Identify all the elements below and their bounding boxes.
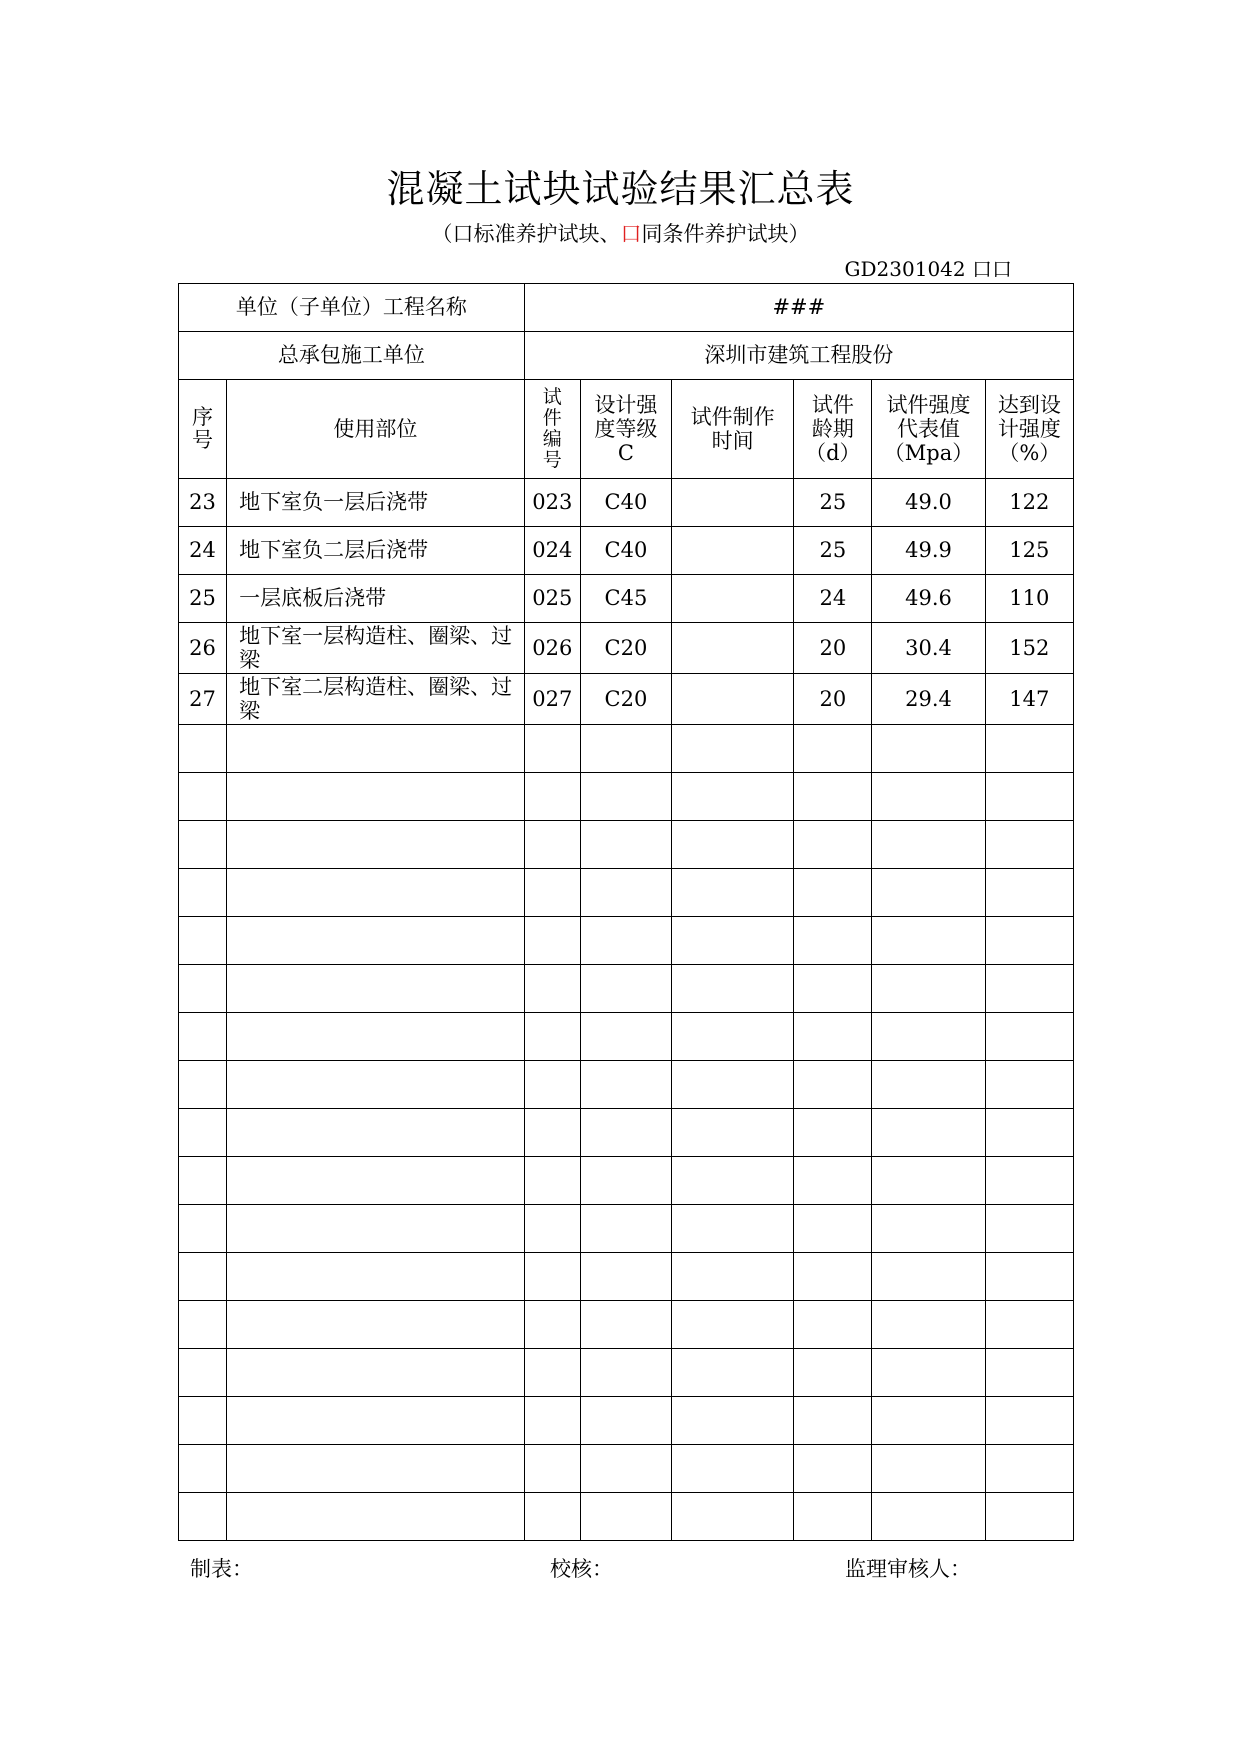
col-header-made-time-line2: 时间 bbox=[711, 429, 754, 453]
cell-age-empty[interactable] bbox=[794, 725, 872, 773]
cell-seq: 27 bbox=[179, 674, 227, 725]
cell-grade-empty[interactable] bbox=[580, 1349, 671, 1397]
col-header-made-time-line1: 试件制作 bbox=[690, 404, 775, 429]
cell-ratio-empty[interactable] bbox=[985, 1205, 1073, 1253]
cell-seq-empty[interactable] bbox=[179, 1061, 227, 1109]
col-header-ratio-line1: 达到设 bbox=[997, 392, 1061, 417]
cell-grade-empty[interactable] bbox=[580, 1013, 671, 1061]
standard-curing-label: 标准养护试块、 bbox=[473, 222, 621, 246]
cell-age: 25 bbox=[794, 527, 872, 575]
cell-age: 20 bbox=[794, 674, 872, 725]
cell-specimen-no-empty[interactable] bbox=[524, 917, 580, 965]
cell-seq: 26 bbox=[179, 623, 227, 674]
col-header-grade-line1: 设计强 bbox=[594, 392, 658, 417]
cell-age-empty[interactable] bbox=[794, 1301, 872, 1349]
cell-made-time-empty[interactable] bbox=[672, 1061, 794, 1109]
empty-table-row bbox=[179, 1157, 1074, 1205]
cell-grade: C40 bbox=[580, 479, 671, 527]
cell-seq: 25 bbox=[179, 575, 227, 623]
cell-made-time-empty[interactable] bbox=[672, 869, 794, 917]
cell-ratio-empty[interactable] bbox=[985, 1301, 1073, 1349]
cell-made-time[interactable] bbox=[672, 479, 794, 527]
cell-made-time[interactable] bbox=[672, 674, 794, 725]
cell-specimen-no-empty[interactable] bbox=[524, 1157, 580, 1205]
cell-ratio-empty[interactable] bbox=[985, 1493, 1073, 1541]
cell-ratio-empty[interactable] bbox=[985, 965, 1073, 1013]
cell-specimen-no-empty[interactable] bbox=[524, 1013, 580, 1061]
cell-age-empty[interactable] bbox=[794, 1205, 872, 1253]
cell-location-empty[interactable] bbox=[227, 1253, 525, 1301]
cell-location-empty[interactable] bbox=[227, 1157, 525, 1205]
cell-strength: 49.9 bbox=[872, 527, 985, 575]
empty-table-row bbox=[179, 725, 1074, 773]
cell-age-empty[interactable] bbox=[794, 1253, 872, 1301]
col-header-seq bbox=[179, 380, 227, 479]
cell-strength-empty[interactable] bbox=[872, 917, 985, 965]
cell-age-empty[interactable] bbox=[794, 773, 872, 821]
cell-location-empty[interactable] bbox=[227, 1013, 525, 1061]
cell-strength-empty[interactable] bbox=[872, 1061, 985, 1109]
cell-strength-empty[interactable] bbox=[872, 869, 985, 917]
col-header-age-line2: 龄期 bbox=[811, 416, 854, 441]
table-row bbox=[179, 674, 1074, 725]
col-header-specimen-no bbox=[524, 380, 580, 479]
empty-table-row bbox=[179, 1205, 1074, 1253]
project-name-value[interactable]: ### bbox=[524, 284, 1073, 332]
cell-made-time-empty[interactable] bbox=[672, 821, 794, 869]
cell-seq-empty[interactable] bbox=[179, 1445, 227, 1493]
cell-made-time-empty[interactable] bbox=[672, 1253, 794, 1301]
cell-grade-empty[interactable] bbox=[580, 1061, 671, 1109]
cell-made-time-empty[interactable] bbox=[672, 1301, 794, 1349]
cell-grade-empty[interactable] bbox=[580, 1109, 671, 1157]
prepared-by-label: 制表： bbox=[190, 1557, 253, 1581]
cell-ratio: 147 bbox=[985, 674, 1073, 725]
empty-table-row bbox=[179, 1349, 1074, 1397]
cell-seq-empty[interactable] bbox=[179, 1301, 227, 1349]
cell-strength-empty[interactable] bbox=[872, 725, 985, 773]
cell-specimen-no-empty[interactable] bbox=[524, 1301, 580, 1349]
cell-made-time-empty[interactable] bbox=[672, 1493, 794, 1541]
page-subtitle bbox=[0, 218, 1241, 248]
cell-seq: 24 bbox=[179, 527, 227, 575]
cell-made-time[interactable] bbox=[672, 623, 794, 674]
cell-grade-empty[interactable] bbox=[580, 725, 671, 773]
cell-strength-empty[interactable] bbox=[872, 1493, 985, 1541]
cell-location: 地下室二层构造柱、圈梁、过梁 bbox=[227, 674, 525, 725]
cell-age-empty[interactable] bbox=[794, 1349, 872, 1397]
cell-grade-empty[interactable] bbox=[580, 965, 671, 1013]
subtitle-open-paren: （ bbox=[431, 222, 453, 246]
cell-location-empty[interactable] bbox=[227, 1109, 525, 1157]
cell-strength-empty[interactable] bbox=[872, 965, 985, 1013]
cell-grade: C20 bbox=[580, 674, 671, 725]
cell-location: 地下室负二层后浇带 bbox=[227, 527, 525, 575]
cell-ratio: 125 bbox=[985, 527, 1073, 575]
cell-ratio-empty[interactable] bbox=[985, 1157, 1073, 1205]
cell-grade-empty[interactable] bbox=[580, 773, 671, 821]
cell-grade: C20 bbox=[580, 623, 671, 674]
col-header-grade bbox=[580, 380, 671, 479]
empty-table-row bbox=[179, 965, 1074, 1013]
empty-table-row bbox=[179, 1397, 1074, 1445]
contractor-value[interactable]: 深圳市建筑工程股份 bbox=[524, 332, 1073, 380]
cell-ratio-empty[interactable] bbox=[985, 1109, 1073, 1157]
cell-seq-empty[interactable] bbox=[179, 725, 227, 773]
results-table bbox=[178, 283, 1074, 1541]
cell-ratio-empty[interactable] bbox=[985, 821, 1073, 869]
column-header-row bbox=[179, 380, 1074, 479]
cell-seq-empty[interactable] bbox=[179, 1013, 227, 1061]
cell-made-time[interactable] bbox=[672, 575, 794, 623]
cell-ratio-empty[interactable] bbox=[985, 1013, 1073, 1061]
cell-strength-empty[interactable] bbox=[872, 821, 985, 869]
table-row bbox=[179, 623, 1074, 674]
cell-location-empty[interactable] bbox=[227, 1445, 525, 1493]
cell-strength-empty[interactable] bbox=[872, 1013, 985, 1061]
cell-location-empty[interactable] bbox=[227, 821, 525, 869]
table-row bbox=[179, 479, 1074, 527]
same-condition-checkbox[interactable]: 口 bbox=[620, 222, 642, 246]
cell-made-time-empty[interactable] bbox=[672, 1349, 794, 1397]
cell-location-empty[interactable] bbox=[227, 1205, 525, 1253]
col-header-ratio-line3: （%） bbox=[998, 441, 1061, 466]
cell-specimen-no: 026 bbox=[524, 623, 580, 674]
empty-table-row bbox=[179, 1445, 1074, 1493]
cell-age-empty[interactable] bbox=[794, 1109, 872, 1157]
cell-location-empty[interactable] bbox=[227, 1493, 525, 1541]
col-header-strength bbox=[872, 380, 985, 479]
cell-strength-empty[interactable] bbox=[872, 1205, 985, 1253]
cell-specimen-no-empty[interactable] bbox=[524, 1445, 580, 1493]
cell-seq-empty[interactable] bbox=[179, 821, 227, 869]
cell-grade-empty[interactable] bbox=[580, 1253, 671, 1301]
empty-table-row bbox=[179, 1061, 1074, 1109]
cell-ratio-empty[interactable] bbox=[985, 1397, 1073, 1445]
cell-ratio-empty[interactable] bbox=[985, 1061, 1073, 1109]
col-header-age-line3: （d） bbox=[805, 441, 861, 466]
cell-age: 20 bbox=[794, 623, 872, 674]
cell-ratio-empty[interactable] bbox=[985, 773, 1073, 821]
cell-made-time-empty[interactable] bbox=[672, 1013, 794, 1061]
cell-specimen-no-empty[interactable] bbox=[524, 965, 580, 1013]
cell-specimen-no-empty[interactable] bbox=[524, 1493, 580, 1541]
cell-location-empty[interactable] bbox=[227, 1397, 525, 1445]
cell-specimen-no-empty[interactable] bbox=[524, 821, 580, 869]
cell-specimen-no: 027 bbox=[524, 674, 580, 725]
cell-made-time-empty[interactable] bbox=[672, 1397, 794, 1445]
cell-age-empty[interactable] bbox=[794, 1493, 872, 1541]
same-condition-label: 同条件养护试块 bbox=[641, 222, 789, 246]
cell-ratio: 122 bbox=[985, 479, 1073, 527]
col-header-specimen-no-text: 试件编号 bbox=[542, 386, 562, 471]
cell-location-empty[interactable] bbox=[227, 917, 525, 965]
cell-seq-empty[interactable] bbox=[179, 1157, 227, 1205]
cell-location: 地下室负一层后浇带 bbox=[227, 479, 525, 527]
cell-age-empty[interactable] bbox=[794, 917, 872, 965]
cell-made-time-empty[interactable] bbox=[672, 1445, 794, 1493]
cell-seq-empty[interactable] bbox=[179, 917, 227, 965]
cell-location-empty[interactable] bbox=[227, 869, 525, 917]
cell-strength-empty[interactable] bbox=[872, 1253, 985, 1301]
cell-seq-empty[interactable] bbox=[179, 1397, 227, 1445]
table-row bbox=[179, 527, 1074, 575]
cell-strength: 49.6 bbox=[872, 575, 985, 623]
empty-table-row bbox=[179, 1493, 1074, 1541]
col-header-location: 使用部位 bbox=[227, 380, 525, 479]
cell-strength: 49.0 bbox=[872, 479, 985, 527]
cell-age: 24 bbox=[794, 575, 872, 623]
project-name-row bbox=[179, 284, 1074, 332]
cell-grade-empty[interactable] bbox=[580, 1397, 671, 1445]
cell-specimen-no-empty[interactable] bbox=[524, 1253, 580, 1301]
cell-seq-empty[interactable] bbox=[179, 1109, 227, 1157]
cell-made-time-empty[interactable] bbox=[672, 917, 794, 965]
cell-specimen-no-empty[interactable] bbox=[524, 1397, 580, 1445]
empty-table-row bbox=[179, 917, 1074, 965]
col-header-seq-text: 序号 bbox=[192, 404, 214, 452]
cell-made-time-empty[interactable] bbox=[672, 1109, 794, 1157]
empty-table-row bbox=[179, 1253, 1074, 1301]
cell-strength-empty[interactable] bbox=[872, 1397, 985, 1445]
col-header-age-line1: 试件 bbox=[811, 392, 854, 417]
cell-age-empty[interactable] bbox=[794, 1397, 872, 1445]
cell-grade-empty[interactable] bbox=[580, 1445, 671, 1493]
cell-made-time-empty[interactable] bbox=[672, 1157, 794, 1205]
cell-strength: 29.4 bbox=[872, 674, 985, 725]
cell-specimen-no-empty[interactable] bbox=[524, 1205, 580, 1253]
cell-specimen-no-empty[interactable] bbox=[524, 773, 580, 821]
cell-made-time-empty[interactable] bbox=[672, 1205, 794, 1253]
col-header-strength-line2: 代表值 bbox=[897, 416, 961, 441]
cell-made-time[interactable] bbox=[672, 527, 794, 575]
cell-grade: C40 bbox=[580, 527, 671, 575]
cell-location-empty[interactable] bbox=[227, 1349, 525, 1397]
cell-location: 地下室一层构造柱、圈梁、过梁 bbox=[227, 623, 525, 674]
checked-by-label: 校核： bbox=[550, 1557, 613, 1581]
cell-grade-empty[interactable] bbox=[580, 821, 671, 869]
cell-grade-empty[interactable] bbox=[580, 1157, 671, 1205]
cell-specimen-no-empty[interactable] bbox=[524, 1109, 580, 1157]
cell-age: 25 bbox=[794, 479, 872, 527]
cell-strength-empty[interactable] bbox=[872, 1445, 985, 1493]
empty-table-row bbox=[179, 821, 1074, 869]
cell-location-empty[interactable] bbox=[227, 773, 525, 821]
cell-ratio: 152 bbox=[985, 623, 1073, 674]
empty-table-row bbox=[179, 869, 1074, 917]
cell-age-empty[interactable] bbox=[794, 1013, 872, 1061]
cell-specimen-no-empty[interactable] bbox=[524, 1061, 580, 1109]
cell-seq-empty[interactable] bbox=[179, 1349, 227, 1397]
cell-age-empty[interactable] bbox=[794, 1061, 872, 1109]
empty-table-row bbox=[179, 1013, 1074, 1061]
col-header-ratio bbox=[985, 380, 1073, 479]
cell-ratio-empty[interactable] bbox=[985, 725, 1073, 773]
cell-seq-empty[interactable] bbox=[179, 1493, 227, 1541]
col-header-ratio-line2: 计强度 bbox=[997, 416, 1061, 441]
cell-strength-empty[interactable] bbox=[872, 1109, 985, 1157]
cell-strength-empty[interactable] bbox=[872, 1157, 985, 1205]
cell-specimen-no: 024 bbox=[524, 527, 580, 575]
cell-age-empty[interactable] bbox=[794, 869, 872, 917]
cell-grade-empty[interactable] bbox=[580, 1205, 671, 1253]
cell-seq-empty[interactable] bbox=[179, 773, 227, 821]
contractor-label: 总承包施工单位 bbox=[179, 332, 525, 380]
cell-ratio-empty[interactable] bbox=[985, 1253, 1073, 1301]
cell-age-empty[interactable] bbox=[794, 1445, 872, 1493]
cell-location-empty[interactable] bbox=[227, 965, 525, 1013]
col-header-strength-line1: 试件强度 bbox=[886, 392, 971, 417]
cell-specimen-no: 023 bbox=[524, 479, 580, 527]
cell-made-time-empty[interactable] bbox=[672, 725, 794, 773]
cell-location-empty[interactable] bbox=[227, 1061, 525, 1109]
contractor-row bbox=[179, 332, 1074, 380]
cell-ratio-empty[interactable] bbox=[985, 1349, 1073, 1397]
cell-age-empty[interactable] bbox=[794, 821, 872, 869]
cell-made-time-empty[interactable] bbox=[672, 965, 794, 1013]
cell-ratio-empty[interactable] bbox=[985, 917, 1073, 965]
cell-age-empty[interactable] bbox=[794, 1157, 872, 1205]
cell-made-time-empty[interactable] bbox=[672, 773, 794, 821]
document-code: GD2301042 口口 bbox=[844, 257, 1012, 281]
cell-ratio-empty[interactable] bbox=[985, 1445, 1073, 1493]
cell-specimen-no-empty[interactable] bbox=[524, 869, 580, 917]
cell-seq-empty[interactable] bbox=[179, 869, 227, 917]
cell-grade-empty[interactable] bbox=[580, 1493, 671, 1541]
col-header-grade-line3: C bbox=[617, 441, 634, 466]
cell-grade-empty[interactable] bbox=[580, 1301, 671, 1349]
col-header-strength-line3: （Mpa） bbox=[883, 441, 974, 466]
cell-specimen-no-empty[interactable] bbox=[524, 1349, 580, 1397]
cell-strength-empty[interactable] bbox=[872, 1301, 985, 1349]
cell-strength-empty[interactable] bbox=[872, 1349, 985, 1397]
cell-location-empty[interactable] bbox=[227, 1301, 525, 1349]
cell-location: 一层底板后浇带 bbox=[227, 575, 525, 623]
project-name-label: 单位（子单位）工程名称 bbox=[179, 284, 525, 332]
col-header-grade-line2: 度等级 bbox=[594, 416, 658, 441]
page-title: 混凝土试块试验结果汇总表 bbox=[386, 167, 855, 211]
cell-strength: 30.4 bbox=[872, 623, 985, 674]
cell-age-empty[interactable] bbox=[794, 965, 872, 1013]
col-header-age bbox=[794, 380, 872, 479]
cell-specimen-no: 025 bbox=[524, 575, 580, 623]
empty-table-row bbox=[179, 773, 1074, 821]
cell-location-empty[interactable] bbox=[227, 725, 525, 773]
cell-seq-empty[interactable] bbox=[179, 1253, 227, 1301]
cell-ratio-empty[interactable] bbox=[985, 869, 1073, 917]
cell-specimen-no-empty[interactable] bbox=[524, 725, 580, 773]
cell-grade-empty[interactable] bbox=[580, 869, 671, 917]
cell-ratio: 110 bbox=[985, 575, 1073, 623]
empty-table-row bbox=[179, 1301, 1074, 1349]
empty-table-row bbox=[179, 1109, 1074, 1157]
cell-seq-empty[interactable] bbox=[179, 1205, 227, 1253]
subtitle-close-paren: ） bbox=[788, 222, 810, 246]
col-header-made-time bbox=[672, 380, 794, 479]
cell-grade-empty[interactable] bbox=[580, 917, 671, 965]
standard-curing-checkbox[interactable]: 口 bbox=[452, 222, 474, 246]
table-row bbox=[179, 575, 1074, 623]
cell-seq-empty[interactable] bbox=[179, 965, 227, 1013]
supervisor-label: 监理审核人： bbox=[845, 1557, 971, 1581]
cell-strength-empty[interactable] bbox=[872, 773, 985, 821]
cell-grade: C45 bbox=[580, 575, 671, 623]
cell-seq: 23 bbox=[179, 479, 227, 527]
